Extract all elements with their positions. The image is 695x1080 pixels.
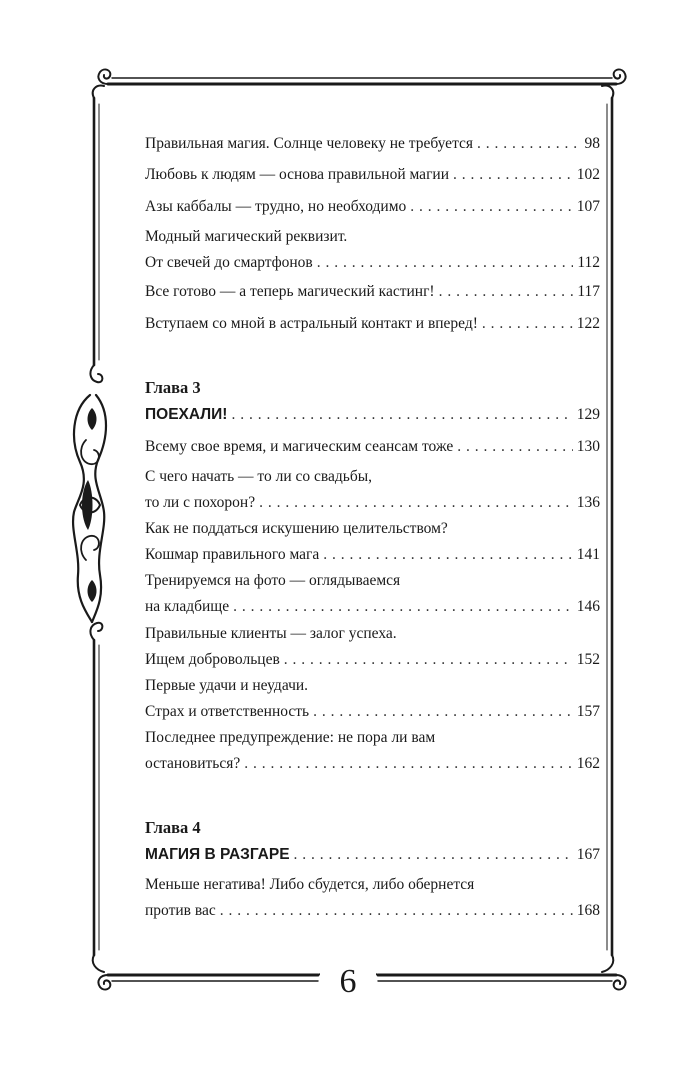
- entry-title: то ли с похорон?: [145, 494, 256, 511]
- dot-leader: [259, 490, 573, 516]
- entry-page: 152: [576, 651, 600, 668]
- entry-title-line: С чего начать — то ли со свадьбы,: [145, 468, 373, 485]
- entry-page: 112: [577, 254, 600, 271]
- entry-title-line: Модный магический реквизит.: [145, 228, 348, 245]
- page-number: 6: [320, 962, 376, 1002]
- chapter-label: Глава 3: [145, 378, 201, 397]
- entry-title: Страх и ответственность: [145, 703, 310, 720]
- toc-entry[interactable]: [145, 434, 600, 460]
- entry-title: Азы каббалы — трудно, но необходимо: [145, 198, 407, 215]
- toc-entry[interactable]: [145, 162, 600, 188]
- entry-page: 98: [584, 135, 600, 152]
- entry-title: Все готово — а теперь магический кастинг!: [145, 283, 435, 300]
- entry-page: 168: [576, 902, 600, 919]
- dot-leader: [244, 751, 573, 777]
- dot-leader: [284, 647, 573, 673]
- chapter-label: Глава 4: [145, 818, 201, 837]
- entry-title-line: Последнее предупреждение: не пора ли вам: [145, 729, 436, 746]
- dot-leader: [323, 542, 572, 568]
- entry-title: Ищем добровольцев: [145, 651, 280, 668]
- entry-title: против вас: [145, 902, 216, 919]
- entry-title: Любовь к людям — основа правильной магии: [145, 166, 450, 183]
- entry-title-line: Правильные клиенты — залог успеха.: [145, 625, 397, 642]
- entry-title: остановиться?: [145, 755, 241, 772]
- entry-title-line: Как не поддаться искушению целительством?: [145, 520, 448, 537]
- dot-leader: [482, 311, 573, 337]
- dot-leader: [410, 194, 572, 220]
- chapter-title: ПОЕХАЛИ!: [145, 406, 228, 423]
- toc-entry[interactable]: [145, 464, 600, 516]
- toc-entry[interactable]: [145, 621, 600, 673]
- dot-leader: [231, 402, 572, 428]
- entry-title-line: Меньше негатива! Либо сбудется, либо обернется: [145, 876, 475, 893]
- entry-page: 130: [576, 438, 600, 455]
- toc-entry[interactable]: [145, 673, 600, 725]
- entry-title: Кошмар правильного мага: [145, 546, 320, 563]
- dot-leader: [233, 594, 573, 620]
- dot-leader: [220, 898, 573, 924]
- toc-entry[interactable]: [145, 131, 600, 157]
- entry-title: Правильная магия. Солнце человеку не требуется: [145, 135, 474, 152]
- chapter-title: МАГИЯ В РАЗГАРЕ: [145, 846, 290, 863]
- chapter-heading[interactable]: [145, 402, 600, 428]
- toc-entry[interactable]: [145, 194, 600, 220]
- dot-leader: [439, 279, 574, 305]
- entry-title: Всему свое время, и магическим сеансам тоже: [145, 438, 454, 455]
- entry-page: 136: [576, 494, 600, 511]
- dot-leader: [313, 699, 573, 725]
- toc-entry[interactable]: [145, 872, 600, 924]
- chapter-heading[interactable]: [145, 842, 600, 868]
- chapter-page: 129: [576, 406, 600, 423]
- entry-page: 162: [576, 755, 600, 772]
- dot-leader: [477, 131, 580, 157]
- entry-page: 146: [576, 598, 600, 615]
- entry-page: 107: [576, 198, 600, 215]
- dot-leader: [453, 162, 573, 188]
- chapter-page: 167: [576, 846, 600, 863]
- entry-page: 117: [577, 283, 600, 300]
- entry-title: От свечей до смартфонов: [145, 254, 313, 271]
- entry-page: 122: [576, 315, 600, 332]
- entry-title: на кладбище: [145, 598, 230, 615]
- entry-title-line: Первые удачи и неудачи.: [145, 677, 309, 694]
- toc-entry[interactable]: [145, 516, 600, 568]
- dot-leader: [317, 250, 574, 276]
- toc-entry[interactable]: [145, 311, 600, 337]
- entry-page: 141: [576, 546, 600, 563]
- entry-title: Вступаем со мной в астральный контакт и вперед!: [145, 315, 478, 332]
- entry-title-line: Тренируемся на фото — оглядываемся: [145, 572, 401, 589]
- toc-entry[interactable]: [145, 224, 600, 276]
- entry-page: 157: [576, 703, 600, 720]
- toc-entry[interactable]: [145, 568, 600, 620]
- dot-leader: [294, 842, 573, 868]
- dot-leader: [457, 434, 572, 460]
- entry-page: 102: [576, 166, 600, 183]
- toc-entry[interactable]: [145, 725, 600, 777]
- toc-entry[interactable]: [145, 279, 600, 305]
